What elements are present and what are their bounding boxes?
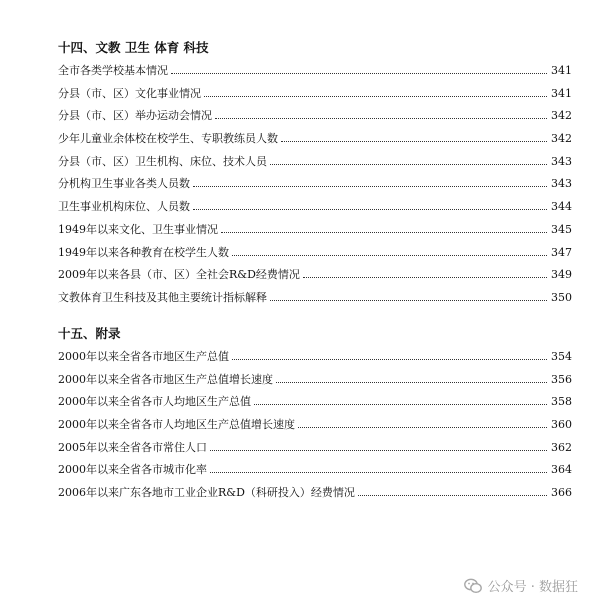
toc-entry[interactable]: [58, 246, 572, 269]
toc-entry-page: 362: [551, 440, 572, 454]
section-heading: 十五、附录: [58, 326, 121, 341]
toc-entry[interactable]: [58, 373, 572, 396]
toc-entry-page: 341: [551, 64, 572, 77]
dot-leader: [254, 404, 547, 405]
toc-entry-page: 342: [551, 132, 572, 146]
dot-leader: [270, 300, 547, 301]
dot-leader: [232, 359, 547, 360]
toc-entry-page: 343: [551, 177, 572, 191]
toc-entry-title: 少年儿童业余体校在校学生、专职教练员人数: [58, 132, 278, 146]
toc-entry-page: 356: [551, 372, 572, 386]
wechat-watermark: [464, 576, 578, 595]
toc-entry[interactable]: [58, 87, 572, 110]
toc-entry[interactable]: [58, 155, 572, 178]
toc-entry-page: 360: [551, 418, 572, 432]
section-heading: 十四、文教 卫生 体育 科技: [58, 40, 209, 55]
toc-entry-title: 文教体育卫生科技及其他主要统计指标解释: [58, 290, 267, 304]
toc-entry-title: 卫生事业机构床位、人员数: [58, 200, 190, 214]
toc-entry[interactable]: [58, 223, 572, 246]
wechat-icon: [464, 578, 482, 594]
toc-entry-title: 2000年以来全省各市地区生产总值: [58, 350, 229, 363]
toc-section-appendix: [58, 326, 572, 509]
toc-entry[interactable]: [58, 177, 572, 200]
toc-entry-page: 343: [551, 154, 572, 168]
toc-entry-title: 全市各类学校基本情况: [58, 64, 168, 77]
dot-leader: [232, 255, 547, 256]
toc-entry-title: 1949年以来文化、卫生事业情况: [58, 222, 218, 236]
toc-list: [58, 350, 572, 509]
dot-leader: [303, 277, 547, 278]
toc-entry-page: 341: [551, 86, 572, 100]
toc-entry-title: 2000年以来全省各市城市化率: [58, 463, 207, 477]
toc-entry-page: 354: [551, 350, 572, 363]
watermark-text: 公众号 · 数据狂: [487, 580, 578, 595]
toc-entry[interactable]: [58, 132, 572, 155]
toc-entry[interactable]: [58, 486, 572, 509]
toc-section-culture-health-sports-tech: [58, 40, 572, 314]
toc-entry[interactable]: [58, 64, 572, 87]
toc-entry[interactable]: [58, 463, 572, 486]
toc-entry-page: 344: [551, 200, 572, 214]
toc-entry-title: 1949年以来各种教育在校学生人数: [58, 245, 229, 259]
toc-entry-title: 2006年以来广东各地市工业企业R&D（科研投入）经费情况: [58, 486, 355, 500]
toc-entry-page: 349: [551, 268, 572, 282]
toc-entry-title: 2000年以来全省各市人均地区生产总值: [58, 395, 251, 409]
dot-leader: [281, 141, 547, 142]
toc-entry-title: 2000年以来全省各市地区生产总值增长速度: [58, 372, 273, 386]
toc-entry[interactable]: [58, 291, 572, 314]
dot-leader: [298, 427, 547, 428]
toc-entry-page: 364: [551, 463, 572, 477]
dot-leader: [276, 382, 547, 383]
toc-entry-page: 345: [551, 222, 572, 236]
toc-entry-title: 2009年以来各县（市、区）全社会R&D经费情况: [58, 268, 300, 282]
toc-entry-page: 358: [551, 395, 572, 409]
toc-entry[interactable]: [58, 350, 572, 373]
toc-list: [58, 64, 572, 314]
toc-entry[interactable]: [58, 268, 572, 291]
dot-leader: [221, 232, 547, 233]
toc-entry-title: 2000年以来全省各市人均地区生产总值增长速度: [58, 418, 295, 432]
dot-leader: [270, 164, 547, 165]
dot-leader: [210, 472, 547, 473]
dot-leader: [171, 73, 547, 74]
toc-entry[interactable]: [58, 109, 572, 132]
toc-entry-title: 分机构卫生事业各类人员数: [58, 177, 190, 191]
dot-leader: [193, 186, 547, 187]
toc-entry-title: 2005年以来全省各市常住人口: [58, 440, 207, 454]
toc-entry[interactable]: [58, 418, 572, 441]
toc-entry[interactable]: [58, 395, 572, 418]
dot-leader: [358, 495, 547, 496]
dot-leader: [204, 96, 547, 97]
toc-entry-page: 350: [551, 290, 572, 304]
toc-entry-page: 342: [551, 109, 572, 123]
toc-entry-title: 分县（市、区）卫生机构、床位、技术人员: [58, 154, 267, 168]
toc-entry[interactable]: [58, 441, 572, 464]
toc-entry[interactable]: [58, 200, 572, 223]
dot-leader: [210, 450, 547, 451]
dot-leader: [215, 118, 547, 119]
toc-entry-title: 分县（市、区）举办运动会情况: [58, 109, 212, 123]
toc-entry-page: 366: [551, 486, 572, 500]
toc-entry-title: 分县（市、区）文化事业情况: [58, 86, 201, 100]
dot-leader: [193, 209, 547, 210]
toc-entry-page: 347: [551, 245, 572, 259]
